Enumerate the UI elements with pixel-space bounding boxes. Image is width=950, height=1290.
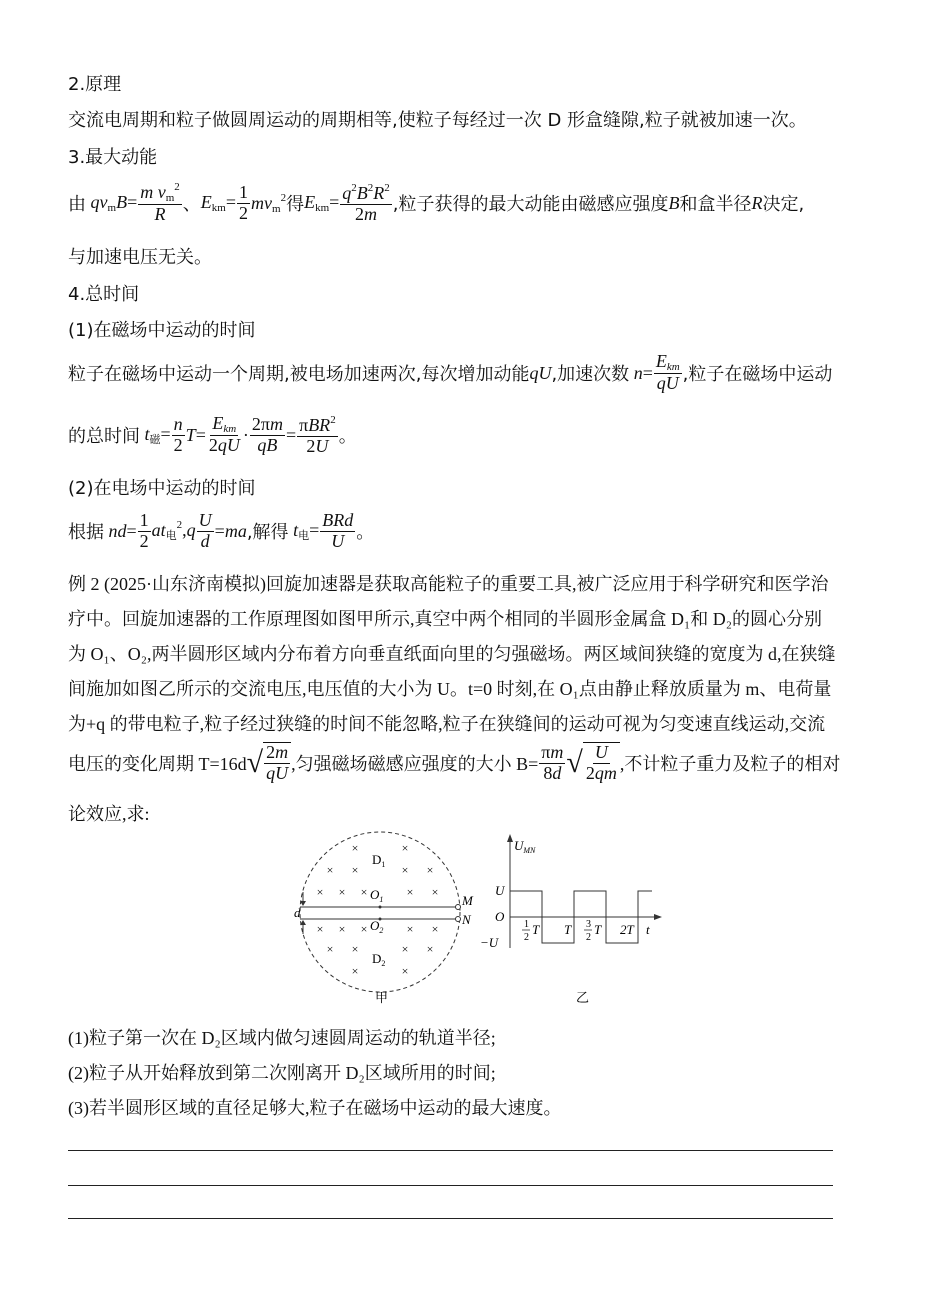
p1-text-a: 粒子在磁场中运动一个周期,被电场加速两次,每次增加动能 <box>68 364 530 385</box>
example-line-6 <box>68 738 840 788</box>
formula-n: n= <box>633 362 653 383</box>
caption-jia: 甲 <box>375 990 389 1005</box>
label-d: d <box>294 905 301 920</box>
formula-Ekm-2: $E_{km}=$ <box>304 192 340 214</box>
field-cross: × <box>326 942 334 956</box>
field-cross: × <box>316 885 324 899</box>
formula-Ekm-over-qU: $\frac{E_{km}}{qU}$ <box>655 351 680 394</box>
field-cross: × <box>326 863 334 877</box>
terminal-M <box>456 905 461 910</box>
example-line-5: 为+q 的带电粒子,粒子经过狭缝的时间不能忽略,粒子在狭缝间的运动可视为匀变速直线运动,交流 <box>68 714 826 734</box>
total-time-p3 <box>68 508 374 554</box>
example-line-3: 为 O₁、O₂,两半圆形区域内分布着方向垂直纸面向里的匀强磁场。两区域间狭缝的宽度为 d,在狭缝 <box>68 644 836 664</box>
formula-ma: =ma <box>214 520 247 541</box>
p3-end: 。 <box>356 522 375 543</box>
max-ke-comma: 、 <box>182 194 201 215</box>
formula-dot: · <box>242 424 249 445</box>
max-ke-decide: 决定, <box>762 194 805 215</box>
question-2: (2)粒子从开始释放到第二次刚离开 D₂区域所用的时间; <box>68 1063 496 1083</box>
yi-x-arrow <box>654 914 662 920</box>
terminal-N <box>456 917 461 922</box>
yi-three-num: 3 <box>586 919 591 930</box>
total-time-p1 <box>68 350 832 396</box>
yi-half-den: 2 <box>524 932 529 943</box>
p1-qU: qU <box>529 362 552 383</box>
sqrt-U-over-2qm: √ $\frac{U}{2qm}$ <box>566 742 619 784</box>
field-cross: × <box>406 922 414 936</box>
var-R: R <box>751 192 763 213</box>
p1-text-b: ,加速次数 <box>551 364 630 385</box>
formula-T: T= <box>185 424 206 445</box>
formula-t-elec: $t_电=$ <box>293 519 320 542</box>
field-cross: × <box>401 942 409 956</box>
example-line-2: 疗中。回旋加速器的工作原理图如图甲所示,真空中两个相同的半圆形金属盒 D₁和 D₂的圆心分别 <box>68 609 823 629</box>
question-3: (3)若半圆形区域的直径足够大,粒子在磁场中运动的最大速度。 <box>68 1098 562 1118</box>
p2-text-a: 的总时间 <box>68 426 140 447</box>
yi-T-label: T <box>564 922 572 937</box>
p3-text-a: 根据 <box>68 522 104 543</box>
formula-qvB: $qv_mB=$ <box>90 192 138 214</box>
formula-t-mag: $t_磁=$ <box>144 423 171 446</box>
max-ke-you: 由 <box>68 194 86 215</box>
max-ke-heading: 3.最大动能 <box>68 147 158 168</box>
formula-eq: = <box>285 424 297 445</box>
label-O2-main: O <box>370 918 380 933</box>
example-text-6a: 电压的变化周期 T=16d <box>68 754 247 774</box>
field-cross: × <box>316 922 324 936</box>
label-D1-sub: 1 <box>381 860 386 869</box>
figure-yi <box>480 834 662 1005</box>
total-time-sub1: (1)在磁场中运动的时间 <box>68 320 256 341</box>
max-ke-formula-line <box>68 178 804 228</box>
formula-n-over-2: $\frac{n}{2}$ <box>173 413 183 455</box>
p1-text-c: ,粒子在磁场中运动 <box>682 364 833 385</box>
field-cross: × <box>401 964 409 978</box>
formula-piBR2-over-2U: $\frac{\pi BR^2}{2U}$ <box>299 413 336 456</box>
field-cross: × <box>338 922 346 936</box>
figure <box>280 830 680 1015</box>
yi-ylabel-sub: MN <box>523 846 536 855</box>
max-ke-de: 得 <box>286 194 305 215</box>
example-text-6b: ,匀强磁场磁感应强度的大小 B= <box>291 754 539 774</box>
caption-yi: 乙 <box>576 990 590 1005</box>
field-cross: × <box>406 885 414 899</box>
yi-half-num: 1 <box>524 919 529 930</box>
max-ke-he: 和盒半径 <box>679 194 752 215</box>
yi-t-label: t <box>646 922 650 937</box>
label-O1-main: O <box>370 887 380 902</box>
formula-at2: $at_电^2,q$ <box>151 519 196 542</box>
answer-line-2[interactable] <box>68 1185 833 1186</box>
formula-U-over-d: $\frac{U}{d}$ <box>198 509 212 551</box>
label-D1-main: D <box>372 852 382 867</box>
field-cross: × <box>431 922 439 936</box>
field-cross: × <box>351 942 359 956</box>
formula-q2B2R2-over-2m: $\frac{q^2B^2R^2}{2m}$ <box>342 181 390 224</box>
label-O2 <box>370 918 383 935</box>
label-D2 <box>372 951 385 968</box>
example-line-1 <box>68 570 828 596</box>
label-O1-sub: 1 <box>379 895 384 904</box>
formula-2pim-over-qB: $\frac{2\pi m}{qB}$ <box>251 413 283 455</box>
question-1: (1)粒子第一次在 D₂区域内做匀速圆周运动的轨道半径; <box>68 1028 496 1048</box>
label-D2-main: D <box>372 951 382 966</box>
formula-mv2-over-R: $\frac{m v_m^2}{R}$ <box>140 181 180 225</box>
p3-text-b: ,解得 <box>246 522 289 543</box>
example-text-6c: ,不计粒子重力及粒子的相对 <box>619 754 841 774</box>
label-D1 <box>372 852 385 869</box>
frac-pim-over-8d: $\frac{\pi m}{8d}$ <box>541 741 564 783</box>
principle-text: 交流电周期和粒子做圆周运动的周期相等,使粒子每经过一次 D 形盒缝隙,粒子就被加速一次。 <box>68 110 807 131</box>
field-cross: × <box>351 841 359 855</box>
label-O2-sub: 2 <box>379 926 384 935</box>
formula-BRd-over-U: $\frac{\text{BRd}}{U}$ <box>322 509 354 551</box>
field-cross: × <box>338 885 346 899</box>
example-label: 例 2 <box>68 574 100 594</box>
yi-y-arrow <box>507 834 513 842</box>
formula-Ekm-over-2qU: $\frac{E_{km}}{2qU}$ <box>208 413 240 456</box>
total-time-sub2: (2)在电场中运动的时间 <box>68 478 256 499</box>
example-text-1: 回旋加速器是获取高能粒子的重要工具,被广泛应用于科学研究和医学治 <box>265 574 829 594</box>
var-B: B <box>668 192 680 213</box>
yi-half-T: T <box>532 922 540 937</box>
yi-O-label: O <box>495 909 505 924</box>
label-M: M <box>462 893 473 908</box>
answer-line-3[interactable] <box>68 1218 833 1219</box>
example-source: (2025·山东济南模拟) <box>104 574 266 594</box>
yi-U-label: U <box>495 883 505 898</box>
yi-2T-label: 2T <box>620 922 634 937</box>
example-line-7: 论效应,求: <box>68 804 150 824</box>
max-ke-conclusion: ,粒子获得的最大动能由磁感应强度 <box>392 194 669 215</box>
answer-line-1[interactable] <box>68 1150 833 1151</box>
field-cross: × <box>431 885 439 899</box>
label-O1 <box>370 887 383 904</box>
formula-half: $\frac{1}{2}$ <box>239 181 248 223</box>
yi-negU-label: −U <box>480 935 499 950</box>
field-cross: × <box>360 922 368 936</box>
label-D2-sub: 2 <box>381 959 386 968</box>
formula-Ekm: $E_{km}=$ <box>200 192 236 214</box>
label-N: N <box>462 912 471 927</box>
formula-half-2: $\frac{1}{2}$ <box>139 509 149 551</box>
principle-heading: 2.原理 <box>68 74 122 95</box>
example-line-4: 间施加如图乙所示的交流电压,电压值的大小为 U。t=0 时刻,在 O₁点由静止释放质量为 m、电荷量 <box>68 679 832 699</box>
point-O1 <box>379 906 382 909</box>
p2-end: 。 <box>338 426 357 447</box>
field-cross: × <box>401 841 409 855</box>
field-cross: × <box>426 942 434 956</box>
figure-jia <box>294 832 474 1005</box>
formula-mv2: $mv_m^2$ <box>251 191 287 215</box>
total-time-p2 <box>68 410 357 460</box>
field-cross: × <box>426 863 434 877</box>
field-cross: × <box>351 863 359 877</box>
yi-ylabel-main: U <box>514 838 524 853</box>
max-ke-cont: 与加速电压无关。 <box>68 247 212 268</box>
yi-three-T: T <box>594 922 602 937</box>
field-cross: × <box>360 885 368 899</box>
total-time-heading: 4.总时间 <box>68 284 140 305</box>
yi-three-den: 2 <box>586 932 591 943</box>
formula-nd: nd= <box>108 520 137 541</box>
field-cross: × <box>351 964 359 978</box>
yi-ylabel <box>514 838 536 855</box>
field-cross: × <box>401 863 409 877</box>
sqrt-2m-over-qU: √ $\frac{2m}{qU}$ <box>247 742 291 784</box>
